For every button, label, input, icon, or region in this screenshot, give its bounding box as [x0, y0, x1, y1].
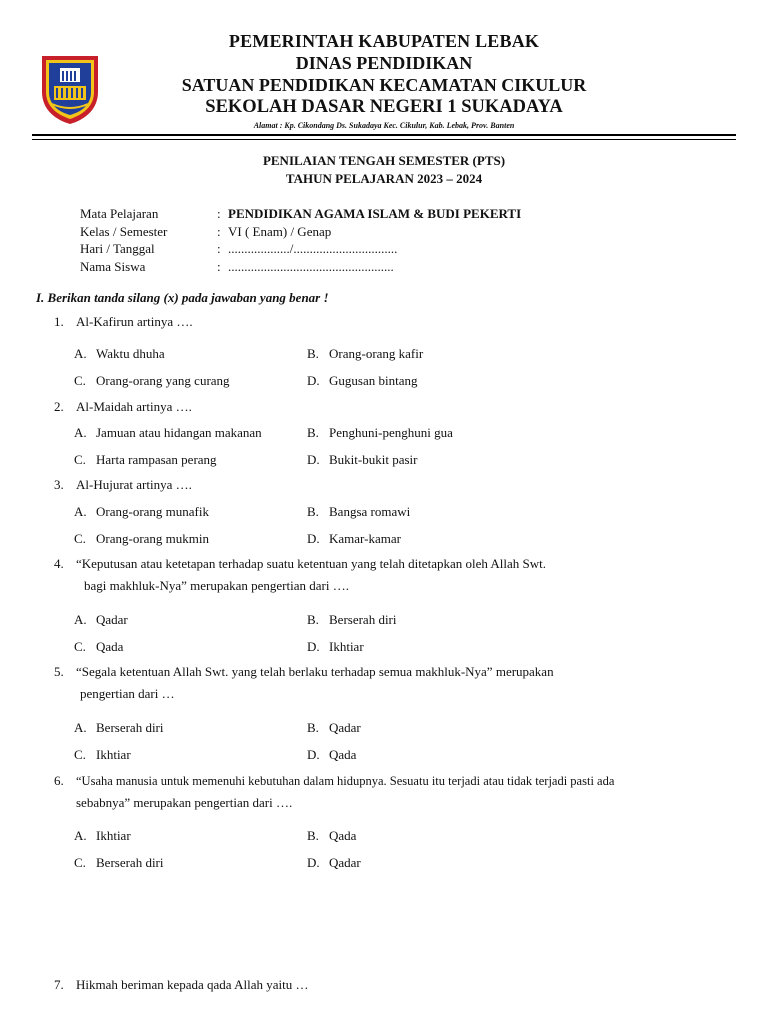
question-number: 7. [54, 977, 64, 992]
identity-colon: : [217, 241, 221, 256]
option-b[interactable]: B. Bangsa romawi [307, 504, 411, 519]
question-number: 2. [54, 399, 64, 414]
date-fill-field[interactable]: .................../................................ [228, 241, 398, 256]
identity-label: Kelas / Semester [80, 223, 168, 239]
academic-year: TAHUN PELAJARAN 2023 – 2024 [285, 171, 483, 186]
school-address: Alamat : Kp. Cikondang Ds. Sukadaya Kec. Cikulur, Kab. Lebak, Prov. Banten [253, 121, 515, 130]
option-c[interactable]: C. Berserah diri [74, 855, 164, 870]
question-text: Al-Kafirun artinya …. [76, 314, 193, 329]
department-name: DINAS PENDIDIKAN [295, 53, 473, 73]
option-c[interactable]: C. Harta rampasan perang [74, 452, 217, 467]
identity-colon: : [217, 206, 221, 221]
option-b[interactable]: B. Berserah diri [307, 612, 397, 627]
option-d[interactable]: D. Bukit-bukit pasir [307, 452, 418, 467]
exam-title: PENILAIAN TENGAH SEMESTER (PTS) [262, 153, 506, 168]
identity-value: PENDIDIKAN AGAMA ISLAM & BUDI PEKERTI [228, 206, 522, 221]
identity-value: VI ( Enam) / Genap [228, 223, 332, 239]
option-d[interactable]: D. Ikhtiar [307, 639, 364, 654]
option-c[interactable]: C. Ikhtiar [74, 747, 131, 762]
question-text: Hikmah beriman kepada qada Allah yaitu … [76, 977, 309, 992]
option-a[interactable]: A. Jamuan atau hidangan makanan [74, 425, 262, 440]
option-b[interactable]: B. Penghuni-penghuni gua [307, 425, 453, 440]
exam-title-block [0, 152, 768, 188]
option-c[interactable]: C. Orang-orang yang curang [74, 373, 230, 388]
name-fill-field[interactable]: ................................................... [228, 258, 394, 274]
option-d[interactable]: D. Kamar-kamar [307, 531, 401, 546]
question-number: 4. [54, 556, 64, 571]
option-a[interactable]: A. Berserah diri [74, 720, 164, 735]
letterhead [120, 30, 648, 132]
question-text-continued: sebabnya” merupakan pengertian dari …. [76, 795, 293, 810]
question-text: “Segala ketentuan Allah Swt. yang telah berlaku terhadap semua makhluk-Nya” merupakan [76, 664, 554, 679]
question-text-continued: pengertian dari … [80, 686, 175, 701]
question-text: Al-Maidah artinya …. [76, 399, 192, 414]
question-number: 1. [54, 314, 64, 329]
option-a[interactable]: A. Ikhtiar [74, 828, 131, 843]
identity-label: Hari / Tanggal [80, 241, 155, 256]
question-text: “Usaha manusia untuk memenuhi kebutuhan dalam hidupnya. Sesuatu itu terjadi atau tidak terjadi pasti ada [76, 774, 615, 788]
option-b[interactable]: B. Qadar [307, 720, 361, 735]
header-divider-thin [32, 139, 736, 140]
section-instruction: I. Berikan tanda silang (x) pada jawaban yang benar ! [36, 290, 329, 305]
question-number: 3. [54, 477, 64, 492]
education-unit-name: SATUAN PENDIDIKAN KECAMATAN CIKULUR [181, 75, 587, 95]
question-text: Al-Hujurat artinya …. [76, 477, 192, 492]
option-d[interactable]: D. Qada [307, 747, 357, 762]
school-emblem-icon [38, 52, 102, 126]
identity-colon: : [217, 258, 221, 274]
option-c[interactable]: C. Qada [74, 639, 124, 654]
question-text-continued: bagi makhluk-Nya” merupakan pengertian dari …. [84, 578, 349, 593]
option-b[interactable]: B. Orang-orang kafir [307, 346, 424, 361]
question-number: 5. [54, 664, 64, 679]
option-a[interactable]: A. Orang-orang munafik [74, 504, 209, 519]
question-text: “Keputusan atau ketetapan terhadap suatu ketentuan yang telah ditetapkan oleh Allah Swt. [76, 556, 547, 571]
option-a[interactable]: A. Waktu dhuha [74, 346, 165, 361]
option-c[interactable]: C. Orang-orang mukmin [74, 531, 210, 546]
identity-label: Nama Siswa [80, 258, 146, 274]
option-d[interactable]: D. Gugusan bintang [307, 373, 418, 388]
school-name: SEKOLAH DASAR NEGERI 1 SUKADAYA [205, 97, 563, 117]
government-name: PEMERINTAH KABUPATEN LEBAK [228, 31, 540, 51]
question-number: 6. [54, 773, 64, 788]
identity-label: Mata Pelajaran [80, 206, 159, 221]
option-a[interactable]: A. Qadar [74, 612, 128, 627]
header-divider-thick [32, 134, 736, 136]
option-d[interactable]: D. Qadar [307, 855, 361, 870]
identity-colon: : [217, 223, 221, 239]
option-b[interactable]: B. Qada [307, 828, 357, 843]
